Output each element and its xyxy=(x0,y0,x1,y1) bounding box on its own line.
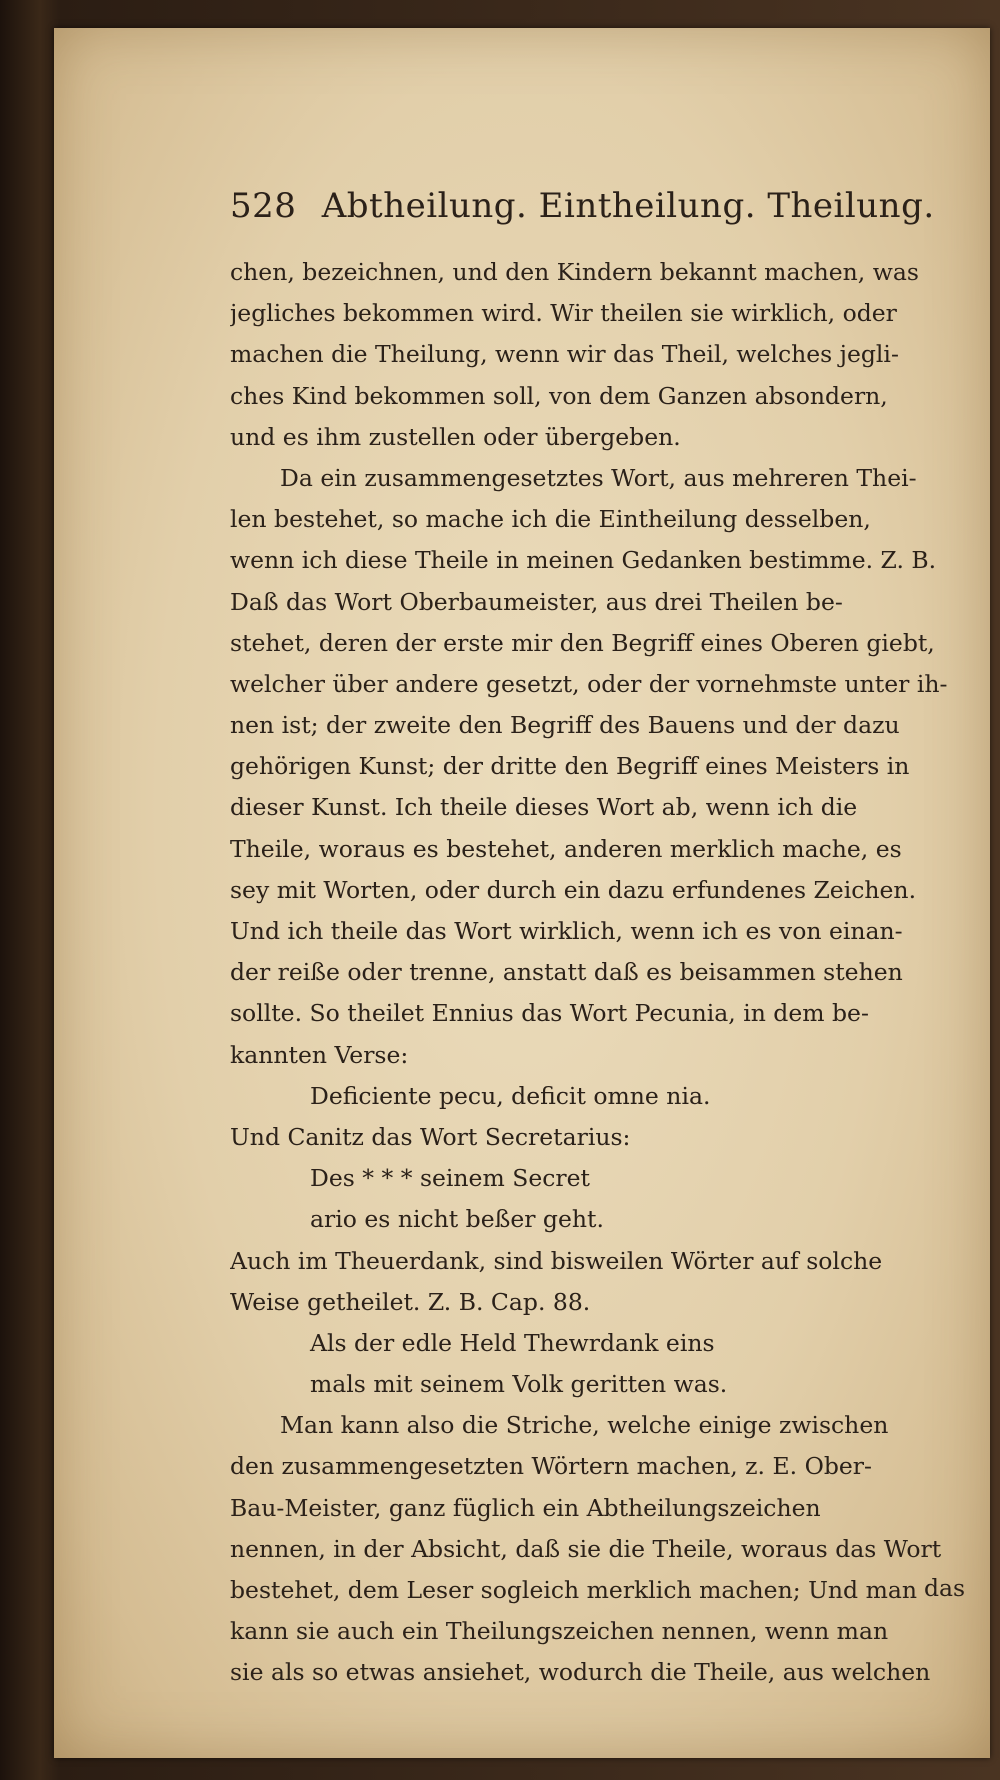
text-line: Theile, woraus es bestehet, anderen merklich mache, es xyxy=(230,834,902,863)
text-line: machen die Theilung, wenn wir das Theil, welches jegli- xyxy=(230,340,899,369)
text-line: Deficiente pecu, deficit omne nia. xyxy=(310,1081,711,1110)
text-line: stehet, deren der erste mir den Begriff eines Oberen giebt, xyxy=(230,628,935,657)
text-line: Als der edle Held Thewrdank eins xyxy=(310,1328,715,1357)
text-line: Daß das Wort Oberbaumeister, aus drei Theilen be- xyxy=(230,587,843,616)
text-line: Des * * * seinem Secret xyxy=(310,1164,590,1193)
text-line: mals mit seinem Volk geritten was. xyxy=(310,1370,728,1399)
body-text xyxy=(230,252,1000,1694)
text-line: Weise getheilet. Z. B. Cap. 88. xyxy=(230,1287,591,1316)
catchword: das xyxy=(924,1574,966,1602)
text-line: gehörigen Kunst; der dritte den Begriff eines Meisters in xyxy=(230,752,910,781)
text-line: sollte. So theilet Ennius das Wort Pecunia, in dem be- xyxy=(230,999,869,1028)
page-number: 528 xyxy=(230,186,297,226)
text-line: ches Kind bekommen soll, von dem Ganzen absondern, xyxy=(230,381,888,410)
text-line: den zusammengesetzten Wörtern machen, z. E. Ober- xyxy=(230,1452,872,1481)
text-line: kannten Verse: xyxy=(230,1040,409,1069)
text-line: sie als so etwas ansiehet, wodurch die Theile, aus welchen xyxy=(230,1658,931,1687)
text-line: Da ein zusammengesetztes Wort, aus mehreren Thei- xyxy=(280,463,917,492)
text-line: und es ihm zustellen oder übergeben. xyxy=(230,422,681,451)
text-line: Und Canitz das Wort Secretarius: xyxy=(230,1122,631,1151)
text-line: len bestehet, so mache ich die Eintheilung desselben, xyxy=(230,505,871,534)
text-line: dieser Kunst. Ich theile dieses Wort ab, wenn ich die xyxy=(230,793,858,822)
text-line: Auch im Theuerdank, sind bisweilen Wörter auf solche xyxy=(230,1246,883,1275)
text-line: nen ist; der zweite den Begriff des Bauens und der dazu xyxy=(230,711,900,740)
text-line: wenn ich diese Theile in meinen Gedanken bestimme. Z. B. xyxy=(230,546,937,575)
text-line: jegliches bekommen wird. Wir theilen sie wirklich, oder xyxy=(230,299,897,328)
text-line: chen, bezeichnen, und den Kindern bekannt machen, was xyxy=(230,258,919,286)
text-line: bestehet, dem Leser sogleich merklich machen; Und man xyxy=(230,1576,917,1604)
text-line: nennen, in der Absicht, daß sie die Theile, woraus das Wort xyxy=(230,1534,942,1563)
text-line: ario es nicht beßer geht. xyxy=(310,1205,604,1234)
text-line: sey mit Worten, oder durch ein dazu erfundenes Zeichen. xyxy=(230,875,917,904)
text-line: Bau-Meister, ganz füglich ein Abtheilungszeichen xyxy=(230,1493,821,1522)
book-page xyxy=(54,28,990,1758)
running-head xyxy=(230,186,935,226)
running-title: Abtheilung. Eintheilung. Theilung. xyxy=(321,186,935,226)
text-line: Und ich theile das Wort wirklich, wenn ich es von einan- xyxy=(230,917,903,945)
text-line: welcher über andere gesetzt, oder der vornehmste unter ih- xyxy=(230,669,948,698)
text-line: der reiße oder trenne, anstatt daß es beisammen stehen xyxy=(230,958,903,987)
text-line: kann sie auch ein Theilungszeichen nennen, wenn man xyxy=(230,1617,889,1646)
text-line: Man kann also die Striche, welche einige zwischen xyxy=(280,1411,889,1440)
